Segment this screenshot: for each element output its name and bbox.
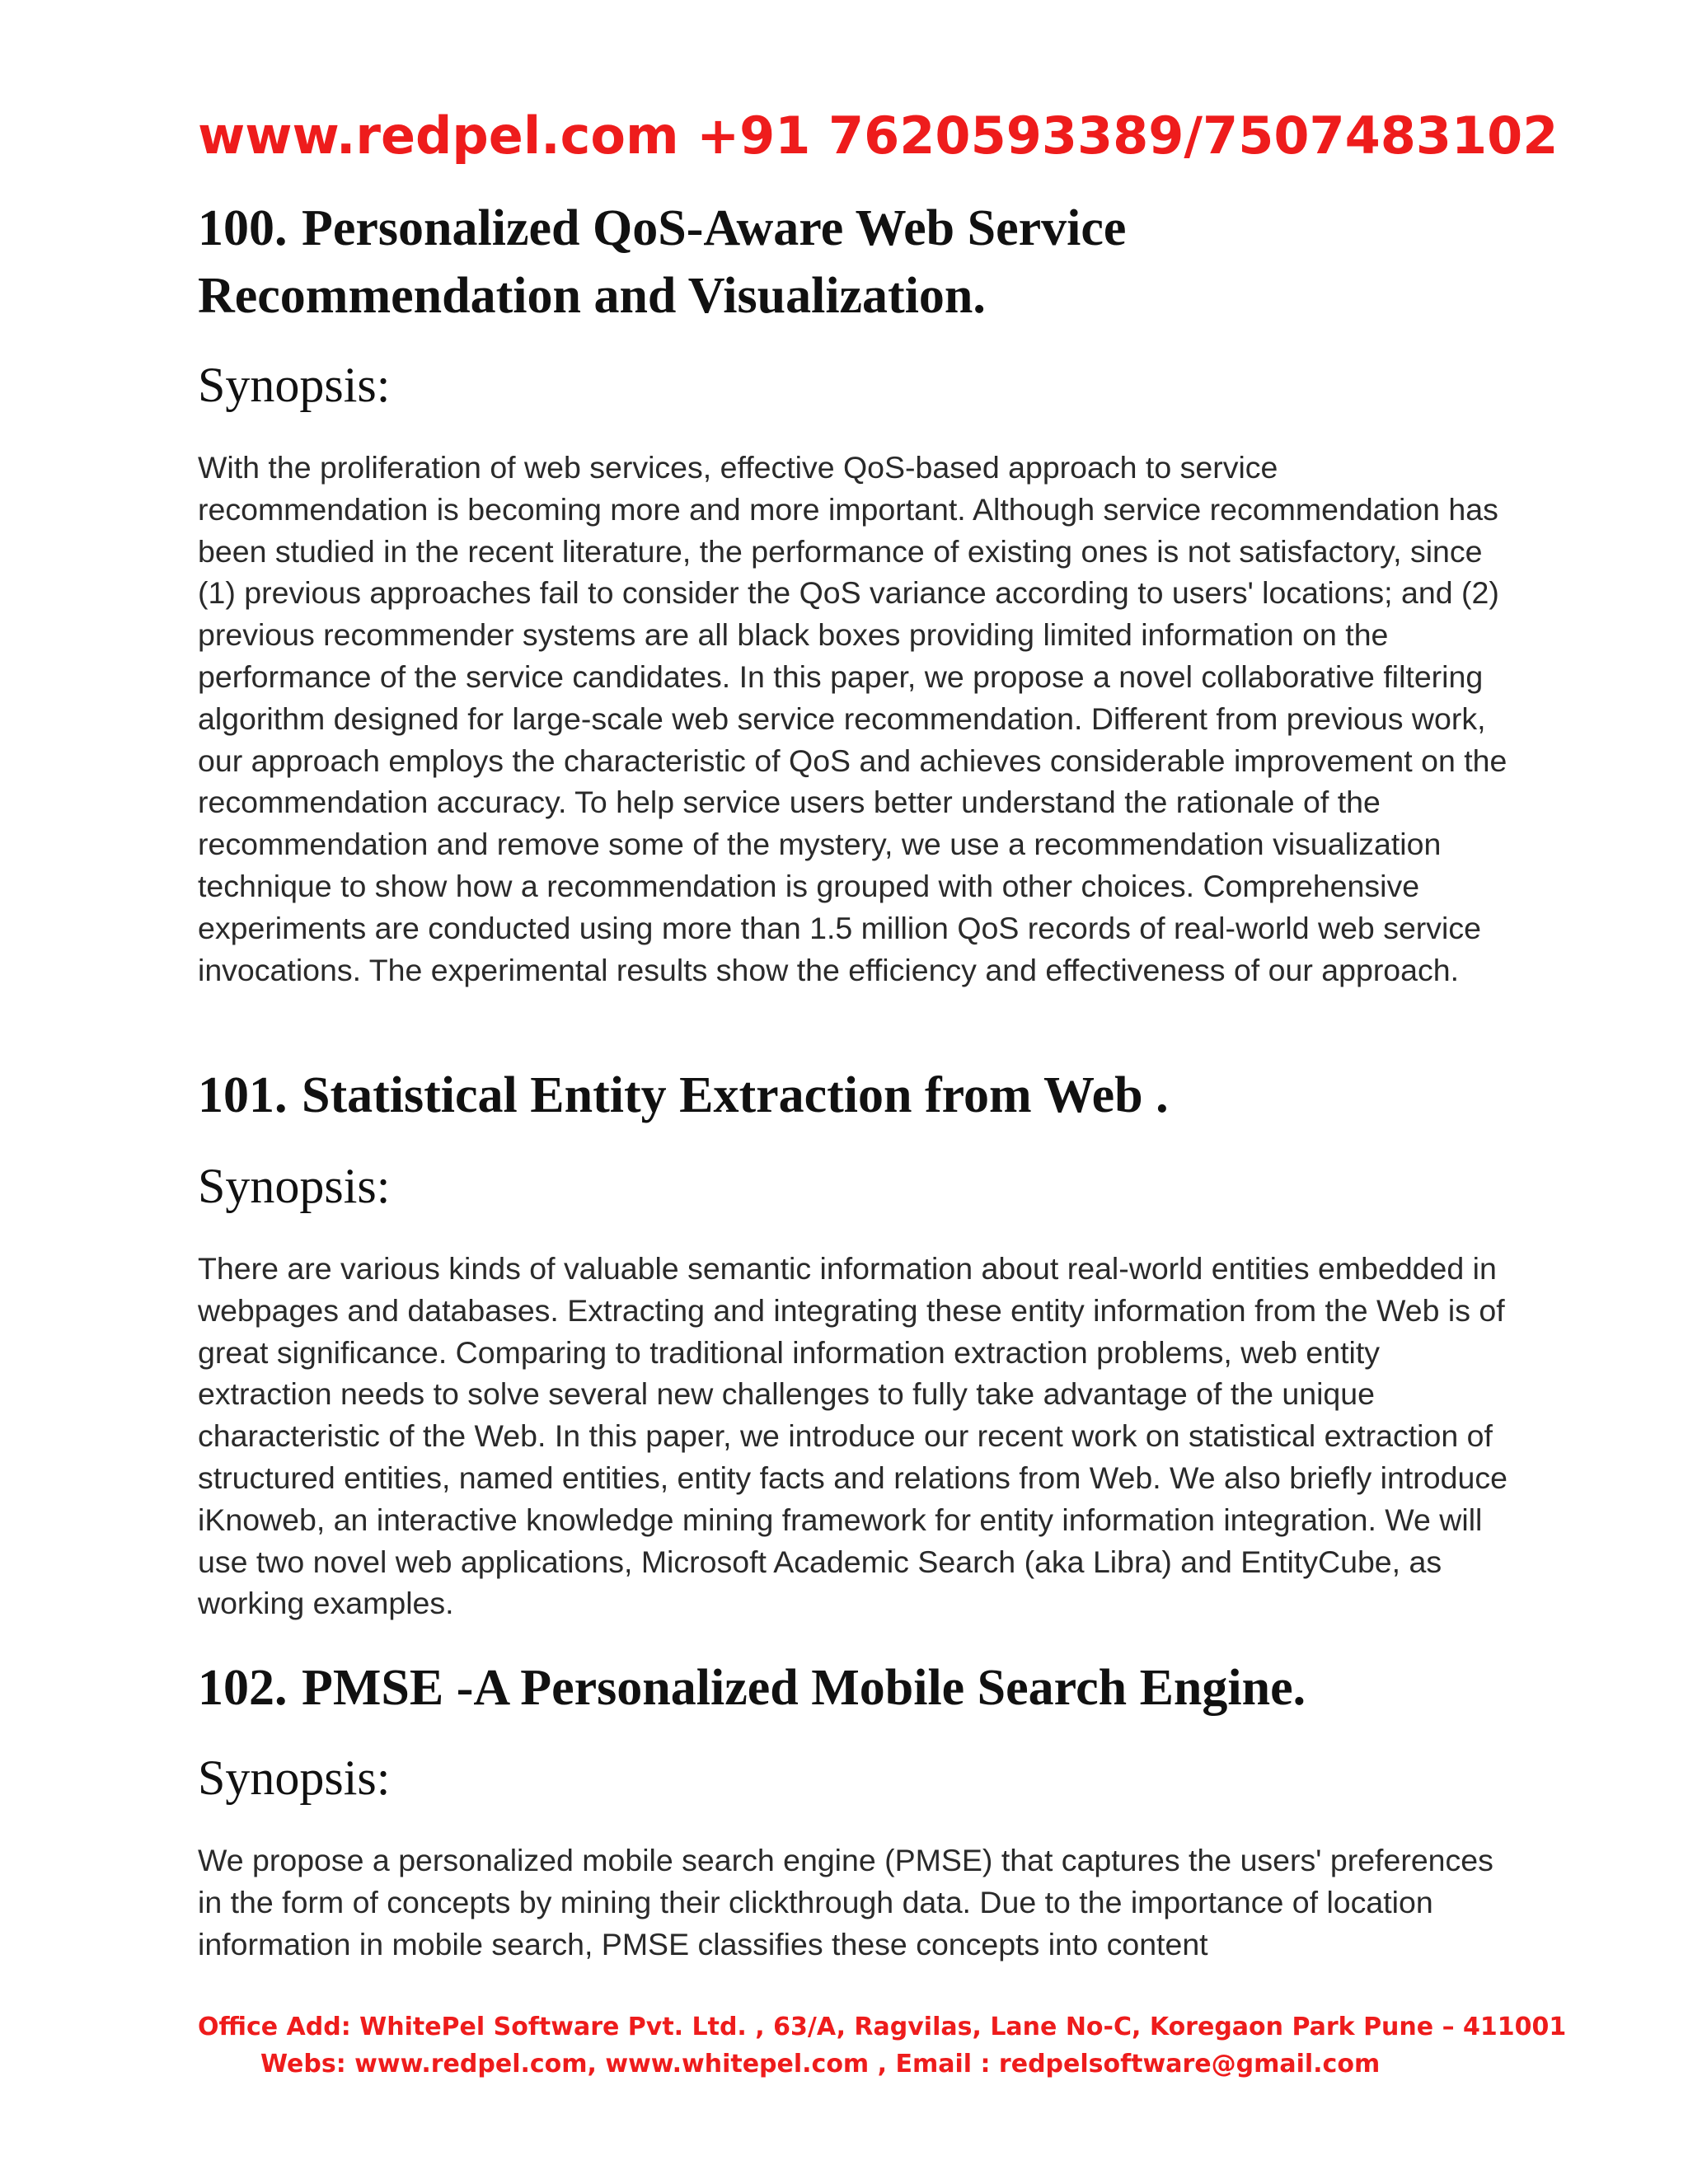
footer-office-address: Office Add: WhitePel Software Pvt. Ltd. , 63/A, Ragvilas, Lane No-C, Koregaon Park Pune – 411001 [198,2013,1567,2041]
synopsis-text-102: We propose a personalized mobile search engine (PMSE) that captures the users' preferences in the form of concepts by mining their clickthrough data. Due to the importance of location information in mobile search, PMSE classifies these concepts into content [198,1843,1493,1961]
entry-title-100 [198,194,1500,330]
entry-title-101 [198,1062,1500,1129]
entry-number: 100. [198,200,288,256]
entry-title-102 [198,1654,1500,1722]
synopsis-label: Synopsis: [198,1750,391,1805]
entry-title-text: PMSE -A Personalized Mobile Search Engine. [302,1660,1306,1716]
entry-number: 101. [198,1067,288,1123]
header-contact-line: www.redpel.com +91 7620593389/7507483102 [198,105,1559,166]
synopsis-label: Synopsis: [198,358,391,412]
entry-title-text: Personalized QoS-Aware Web Service Recommendation and Visualization. [198,200,1127,324]
entry-number: 102. [198,1660,288,1716]
synopsis-text-101: There are various kinds of valuable semantic information about real-world entities embedded in webpages and databases. Extracting and integrating these entity information from the Web is of great significance. Comparing to traditional information extraction problems, web entity extraction needs to solve several new challenges to fully take advantage of the unique characteristic of the Web. In this paper, we introduce our recent work on statistical extraction of structured entities, named entities, entity facts and relations from Web. We also briefly introduce iKnoweb, an interactive knowledge mining framework for entity information integration. We will use two novel web applications, Microsoft Academic Search (aka Libra) and EntityCube, as working examples. [198,1251,1507,1621]
entry-title-text: Statistical Entity Extraction from Web . [302,1067,1169,1123]
synopsis-label: Synopsis: [198,1159,391,1213]
footer-web-email: Webs: www.redpel.com, www.whitepel.com , Email : redpelsoftware@gmail.com [260,2050,1381,2079]
synopsis-text-100: With the proliferation of web services, effective QoS-based approach to service recommendation is becoming more and more important. Although service recommendation has been studied in the recent literature, the performance of existing ones is not satisfactory, since (1) previous approaches fail to consider the QoS variance according to users' locations; and (2) previous recommender systems are all black boxes providing limited information on the performance of the service candidates. In this paper, we propose a novel collaborative filtering algorithm designed for large-scale web service recommendation. Different from previous work, our approach employs the characteristic of QoS and achieves considerable improvement on the recommendation accuracy. To help service users better understand the rationale of the recommendation and remove some of the mystery, we use a recommendation visualization technique to show how a recommendation is grouped with other choices. Comprehensive experiments are conducted using more than 1.5 million QoS records of real-world web service invocations. The experimental results show the efficiency and effectiveness of our approach. [198,450,1507,987]
